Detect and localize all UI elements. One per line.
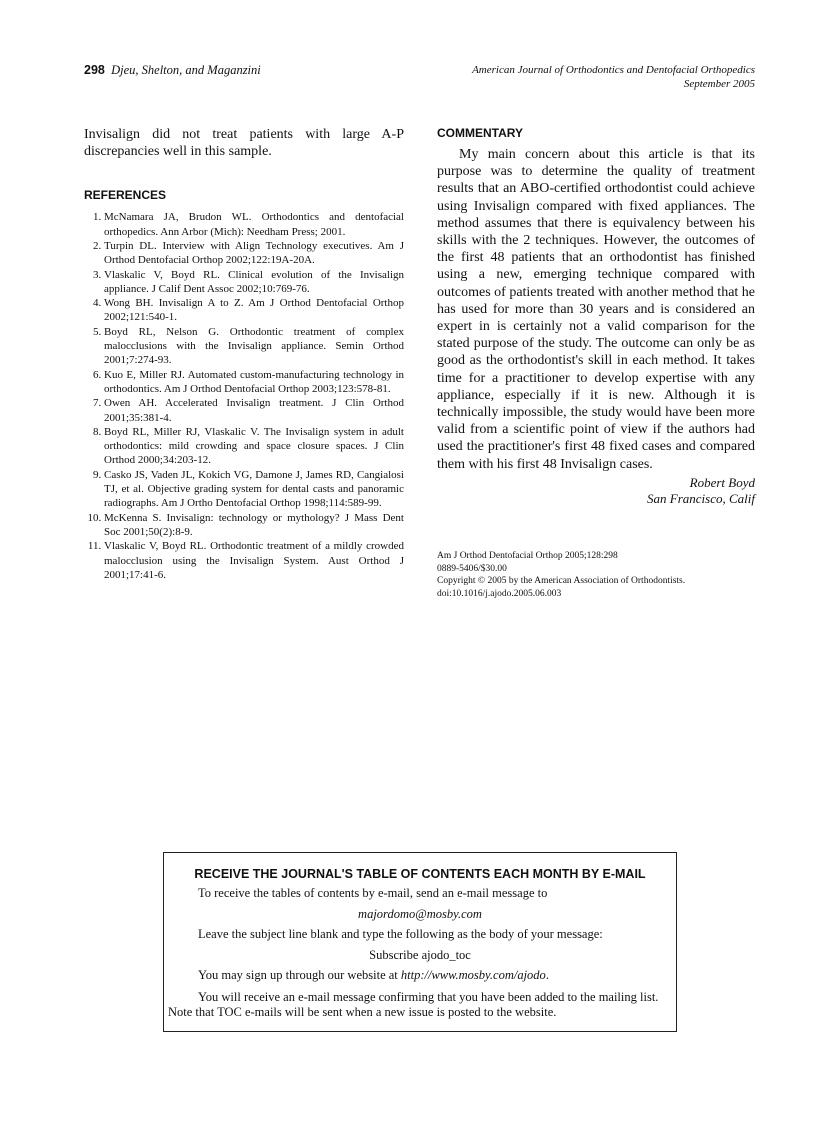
confirmation-note: You will receive an e-mail message confirming that you have been added to the mailing list. Note that TOC e-mails will be sent when a new issue is posted to the website.: [168, 989, 659, 1019]
commentary-body: My main concern about this article is that its purpose was to determine the quality of treatment results that an ABO-certified orthodontist could achieve using Invisalign compared with fixed appliances. The method assumes that there is equivalency between his skills with the 2 techniques. However, the outcomes of the first 48 patients that an orthodontist has finished using a new, emerging technique compared with outcomes of patients treated with another method that he has used for more than 30 years and is considered an expert in is certainly not a valid comparison for the stated purpose of the study. The outcome can only be as good as the orthodontist's skill in each method. It takes time for a practitioner to develop expertise with any appliance, especially if it is new. Although it is technically impossible, the study would have been more valid from a scientific point of view if the authors had used the practitioner's first 48 fixed cases and compared them with his first 48 Invisalign cases.: [437, 147, 756, 472]
reference-item: 10. McKenna S. Invisalign: technology or mythology? J Mass Dent Soc 2001;50(2):8-9.: [104, 511, 404, 540]
box-title: RECEIVE THE JOURNAL'S TABLE OF CONTENTS EACH MONTH BY E-MAIL: [194, 867, 646, 881]
issue-date: September 2005: [683, 77, 755, 90]
email-address[interactable]: majordomo@mosby.com: [358, 906, 482, 921]
commentary-heading: COMMENTARY: [437, 126, 523, 140]
website-link[interactable]: http://www.mosby.com/ajodo: [400, 968, 546, 982]
issn-price: 0889-5406/$30.00: [437, 563, 507, 574]
website-suffix: .: [545, 968, 549, 982]
box-instruction: To receive the tables of contents by e-mail, send an e-mail message to: [198, 886, 548, 900]
authors: Djeu, Shelton, and Maganzini: [111, 63, 261, 77]
doi: doi:10.1016/j.ajodo.2005.06.003: [437, 588, 562, 599]
running-header-right: [472, 64, 755, 91]
website-prefix: You may sign up through our website at: [198, 968, 401, 982]
citation-block: [437, 550, 685, 600]
toc-email-box: [163, 852, 677, 1032]
reference-item: 2. Turpin DL. Interview with Align Technology executives. Am J Orthod Dentofacial Orthop 2002;122:19A-20A.: [104, 239, 404, 268]
reference-item: 11. Vlaskalic V, Boyd RL. Orthodontic treatment of a mildly crowded malocclusion using the Invisalign System. Aust Orthod J 2001;17:41-6.: [104, 539, 404, 582]
commentary-location: San Francisco, Calif: [647, 490, 755, 506]
subscribe-command: Subscribe ajodo_toc: [369, 947, 471, 962]
journal-name: American Journal of Orthodontics and Dentofacial Orthopedics: [472, 64, 755, 76]
references-heading: REFERENCES: [84, 188, 167, 203]
running-header-left: [84, 63, 261, 78]
reference-item: 4. Wong BH. Invisalign A to Z. Am J Orthod Dentofacial Orthop 2002;121:540-1.: [104, 296, 404, 325]
commentary-author: Robert Boyd: [689, 474, 755, 490]
page-number: 298: [84, 63, 105, 77]
left-column: [84, 126, 404, 582]
reference-item: 7. Owen AH. Accelerated Invisalign treatment. J Clin Orthod 2001;35:381-4.: [104, 396, 404, 425]
right-column: [437, 126, 755, 507]
citation-line: Am J Orthod Dentofacial Orthop 2005;128:298: [437, 551, 618, 561]
reference-list: [84, 210, 404, 582]
reference-item: 5. Boyd RL, Nelson G. Orthodontic treatment of complex malocclusions with the Invisalign appliance. Semin Orthod 2001;7:274-93.: [104, 325, 404, 368]
intro-text: Invisalign did not treat patients with large A-P discrepancies well in this sample.: [84, 127, 404, 160]
reference-item: 8. Boyd RL, Miller RJ, Vlaskalic V. The Invisalign system in adult orthodontics: mild crowding and space closure spaces. J Clin Orthod 2000;34:203-12.: [104, 425, 404, 468]
reference-item: 3. Vlaskalic V, Boyd RL. Clinical evolution of the Invisalign appliance. J Calif Dent Assoc 2002;10:769-76.: [104, 268, 404, 297]
reference-item: 1. McNamara JA, Brudon WL. Orthodontics and dentofacial orthopedics. Ann Arbor (Mich): Needham Press; 2001.: [104, 210, 404, 239]
box-subject-instruction: Leave the subject line blank and type the following as the body of your message:: [198, 927, 603, 941]
reference-item: 9. Casko JS, Vaden JL, Kokich VG, Damone J, James RD, Cangialosi TJ, et al. Objective grading system for dental casts and panoramic radiographs. Am J Ortho Dentofacial Orthop 1998;114:589-99.: [104, 468, 404, 511]
website-line: [164, 965, 676, 986]
copyright: Copyright © 2005 by the American Association of Orthodontists.: [437, 576, 686, 586]
reference-item: 6. Kuo E, Miller RJ. Automated custom-manufacturing technology in orthodontics. Am J Orthod Dentofacial Orthop 2003;123:578-81.: [104, 368, 404, 397]
